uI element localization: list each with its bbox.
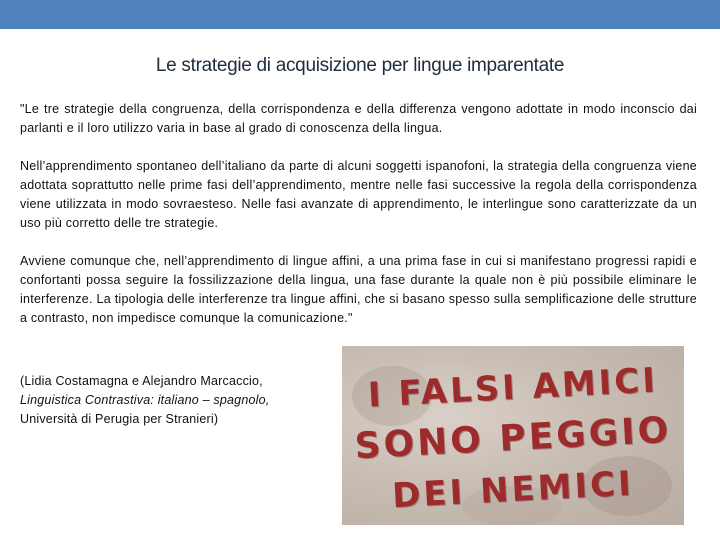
quote-body <box>20 100 697 328</box>
quote-paragraph-2: Nell’apprendimento spontaneo dell’italiano da parte di alcuni soggetti ispanofoni, la strategia della congruenza viene adottata soprattutto nelle prime fasi dell’apprendimento, mentre nelle fasi successive la regola della corrispondenza viene utilizzata in modo sovraesteso. Nelle fasi avanzate di apprendimento, le interlingue sono caratterizzate da un uso più corretto delle tre strategie. <box>20 159 697 230</box>
graffiti-line-2: SONO PEGGIO <box>353 409 673 468</box>
graffiti-line-3: DEI NEMICI <box>391 463 635 517</box>
citation <box>20 372 330 429</box>
graffiti-line-1: I FALSI AMICI <box>367 360 659 416</box>
citation-work-title: Linguistica Contrastiva: italiano – spagnolo, <box>20 393 270 407</box>
citation-publisher: Università di Perugia per Stranieri) <box>20 412 219 426</box>
quote-paragraph-1: "Le tre strategie della congruenza, della corrispondenza e della differenza vengono adottate in modo inconscio dai parlanti e il loro utilizzo varia in base al grado di conoscenza della lingua. <box>20 102 697 135</box>
citation-authors: (Lidia Costamagna e Alejandro Marcaccio, <box>20 374 263 388</box>
graffiti-photo <box>342 346 684 525</box>
slide-title: Le strategie di acquisizione per lingue imparentate <box>155 55 565 76</box>
top-accent-bar <box>0 0 720 29</box>
quote-paragraph-3: Avviene comunque che, nell’apprendimento di lingue affini, a una prima fase in cui si manifestano progressi rapidi e confortanti possa seguire la fossilizzazione della lingua, una fase durante la quale non è più possibile eliminare le interferenze. La tipologia delle interferenze tra lingue affini, che si basano spesso sulla semplificazione delle strutture a contrasto, non impedisce comunque la comunicazione." <box>20 254 697 325</box>
